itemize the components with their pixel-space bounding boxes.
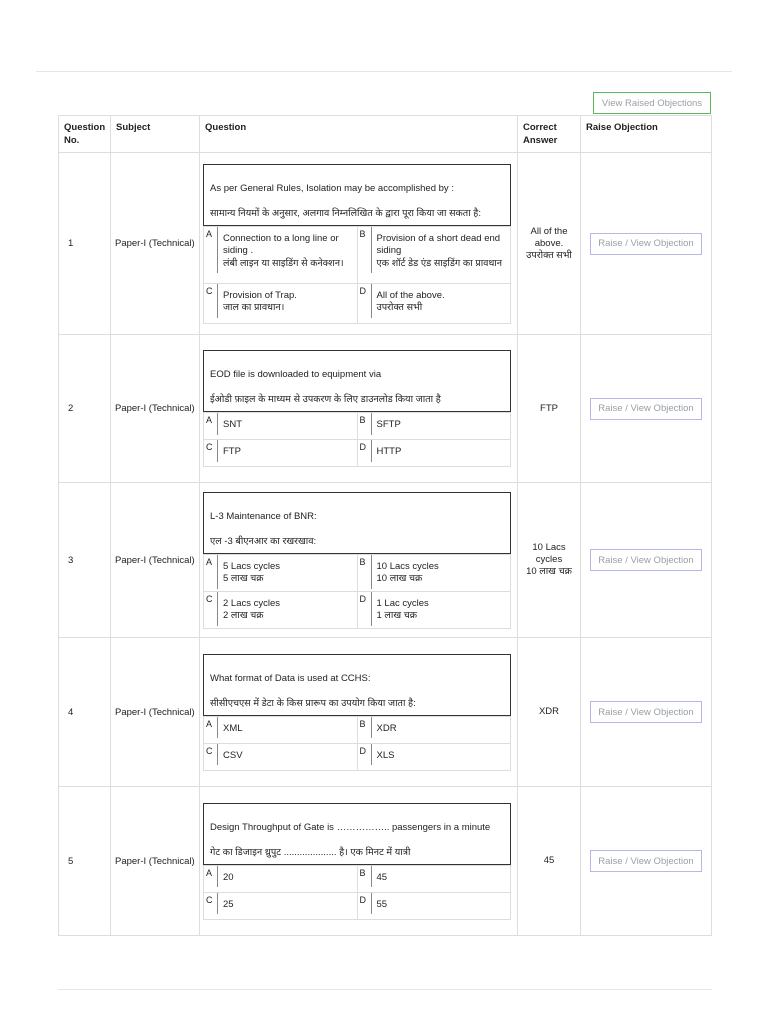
option-letter: A bbox=[206, 867, 213, 878]
correct-answer: XDR bbox=[518, 638, 581, 787]
option-letter: B bbox=[359, 556, 366, 567]
option-b bbox=[357, 413, 511, 440]
option-text: Connection to a long line or siding . लंबी लाइन या साइडिंग से कनेक्शन। bbox=[217, 227, 357, 274]
option-letter: D bbox=[359, 894, 366, 905]
option-text: CSV bbox=[217, 744, 357, 766]
raise-objection-cell bbox=[581, 787, 712, 936]
option-d bbox=[357, 743, 511, 770]
question-subject: Paper-I (Technical) bbox=[111, 335, 200, 483]
question-number: 3 bbox=[59, 483, 111, 638]
question-subject: Paper-I (Technical) bbox=[111, 153, 200, 335]
option-text: 25 bbox=[217, 893, 357, 915]
options-grid bbox=[203, 865, 511, 920]
option-b bbox=[357, 716, 511, 743]
question-text-english: What format of Data is used at CCHS: bbox=[210, 672, 371, 684]
raise-objection-cell bbox=[581, 153, 712, 335]
option-c bbox=[204, 591, 358, 628]
question-cell bbox=[200, 638, 518, 787]
raise-objection-button[interactable]: Raise / View Objection bbox=[590, 850, 702, 872]
option-c bbox=[204, 743, 358, 770]
question-subject: Paper-I (Technical) bbox=[111, 638, 200, 787]
question-box bbox=[203, 350, 511, 412]
question-box bbox=[203, 492, 511, 554]
question-number: 4 bbox=[59, 638, 111, 787]
option-d bbox=[357, 591, 511, 628]
option-text: 45 bbox=[371, 866, 511, 888]
question-box bbox=[203, 654, 511, 716]
option-a bbox=[204, 413, 358, 440]
options-grid bbox=[203, 412, 511, 467]
option-a bbox=[204, 716, 358, 743]
option-letter: D bbox=[359, 442, 366, 452]
question-box bbox=[203, 803, 511, 865]
correct-answer: All of the above. उपरोक्त सभी bbox=[518, 153, 581, 335]
table-row bbox=[59, 483, 712, 638]
option-text: 5 Lacs cycles 5 लाख चक्र bbox=[217, 555, 357, 589]
option-text: SNT bbox=[217, 413, 357, 435]
header-correct-answer: Correct Answer bbox=[518, 116, 581, 153]
options-grid bbox=[203, 716, 511, 771]
question-text-hindi: एल -3 बीएनआर का रखरखाव: bbox=[210, 535, 317, 547]
question-text-hindi: गेट का डिजाइन थ्रुपुट .................... है। एक मिनट में यात्री bbox=[210, 846, 411, 858]
question-cell bbox=[200, 335, 518, 483]
header-question: Question bbox=[200, 116, 518, 153]
option-text: Provision of a short dead end siding एक शॉर्ट डेड एंड साइडिंग का प्रावधान bbox=[371, 227, 511, 274]
option-d bbox=[357, 283, 511, 323]
question-number: 2 bbox=[59, 335, 111, 483]
option-letter: A bbox=[206, 718, 213, 729]
question-box bbox=[203, 164, 511, 226]
option-letter: A bbox=[206, 228, 213, 239]
option-text: HTTP bbox=[371, 440, 511, 462]
bottom-divider bbox=[58, 989, 712, 990]
option-text: XDR bbox=[371, 717, 511, 739]
option-letter: C bbox=[206, 442, 213, 452]
option-b bbox=[357, 865, 511, 892]
view-raised-objections-button[interactable]: View Raised Objections bbox=[593, 92, 711, 114]
question-number: 5 bbox=[59, 787, 111, 936]
option-letter: B bbox=[359, 228, 366, 239]
option-c bbox=[204, 892, 358, 919]
question-number: 1 bbox=[59, 153, 111, 335]
option-text: 2 Lacs cycles 2 लाख चक्र bbox=[217, 592, 357, 626]
correct-answer: 45 bbox=[518, 787, 581, 936]
option-letter: C bbox=[206, 285, 213, 296]
header-subject: Subject bbox=[111, 116, 200, 153]
option-letter: D bbox=[359, 745, 366, 756]
table-row bbox=[59, 153, 712, 335]
raise-objection-cell bbox=[581, 335, 712, 483]
question-cell bbox=[200, 483, 518, 638]
option-text: SFTP bbox=[371, 413, 511, 435]
option-letter: D bbox=[359, 593, 366, 604]
option-letter: B bbox=[359, 718, 366, 729]
header-question-no: Question No. bbox=[59, 116, 111, 153]
raise-objection-button[interactable]: Raise / View Objection bbox=[590, 233, 702, 255]
raise-objection-button[interactable]: Raise / View Objection bbox=[590, 701, 702, 723]
option-text: 55 bbox=[371, 893, 511, 915]
question-text-english: EOD file is downloaded to equipment via bbox=[210, 369, 382, 380]
option-c bbox=[204, 283, 358, 323]
option-letter: A bbox=[206, 415, 213, 425]
option-letter: B bbox=[359, 415, 366, 425]
option-text: 1 Lac cycles 1 लाख चक्र bbox=[371, 592, 511, 626]
question-text-hindi: सीसीएचएस में डेटा के किस प्रारूप का उपयोग किया जाता है: bbox=[210, 697, 416, 709]
option-letter: C bbox=[206, 593, 213, 604]
question-text-english: L-3 Maintenance of BNR: bbox=[210, 510, 317, 522]
option-text: Provision of Trap. जाल का प्रावधान। bbox=[217, 284, 357, 318]
option-text: XML bbox=[217, 717, 357, 739]
correct-answer: 10 Lacs cycles 10 लाख चक्र bbox=[518, 483, 581, 638]
question-subject: Paper-I (Technical) bbox=[111, 787, 200, 936]
question-text-english: As per General Rules, Isolation may be accomplished by : bbox=[210, 182, 454, 194]
question-text-english: Design Throughput of Gate is …………….. passengers in a minute bbox=[210, 821, 491, 833]
option-a bbox=[204, 554, 358, 591]
option-a bbox=[204, 865, 358, 892]
question-text-hindi: सामान्य नियमों के अनुसार, अलगाव निम्नलिखित के द्वारा पूरा किया जा सकता है: bbox=[210, 207, 481, 219]
option-text: XLS bbox=[371, 744, 511, 766]
option-letter: A bbox=[206, 556, 213, 567]
correct-answer: FTP bbox=[518, 335, 581, 483]
option-letter: C bbox=[206, 894, 213, 905]
option-letter: B bbox=[359, 867, 366, 878]
raise-objection-cell bbox=[581, 483, 712, 638]
question-subject: Paper-I (Technical) bbox=[111, 483, 200, 638]
option-text: 10 Lacs cycles 10 लाख चक्र bbox=[371, 555, 511, 589]
question-text-hindi: ईओडी फ़ाइल के माध्यम से उपकरण के लिए डाउनलोड किया जाता है bbox=[210, 394, 441, 405]
raise-objection-cell bbox=[581, 638, 712, 787]
option-c bbox=[204, 440, 358, 467]
raise-objection-button[interactable]: Raise / View Objection bbox=[590, 549, 702, 571]
option-text: FTP bbox=[217, 440, 357, 462]
raise-objection-button[interactable]: Raise / View Objection bbox=[590, 398, 702, 420]
table-header-row bbox=[59, 116, 712, 153]
questions-table bbox=[58, 115, 712, 936]
option-d bbox=[357, 440, 511, 467]
option-d bbox=[357, 892, 511, 919]
header-raise-objection: Raise Objection bbox=[581, 116, 712, 153]
table-row bbox=[59, 787, 712, 936]
option-b bbox=[357, 554, 511, 591]
table-row bbox=[59, 335, 712, 483]
table-row bbox=[59, 638, 712, 787]
option-a bbox=[204, 226, 358, 283]
options-grid bbox=[203, 226, 511, 324]
question-cell bbox=[200, 787, 518, 936]
options-grid bbox=[203, 554, 511, 629]
option-letter: D bbox=[359, 285, 366, 296]
option-b bbox=[357, 226, 511, 283]
option-text: All of the above. उपरोक्त सभी bbox=[371, 284, 511, 318]
question-cell bbox=[200, 153, 518, 335]
top-divider bbox=[36, 71, 732, 72]
option-text: 20 bbox=[217, 866, 357, 888]
option-letter: C bbox=[206, 745, 213, 756]
